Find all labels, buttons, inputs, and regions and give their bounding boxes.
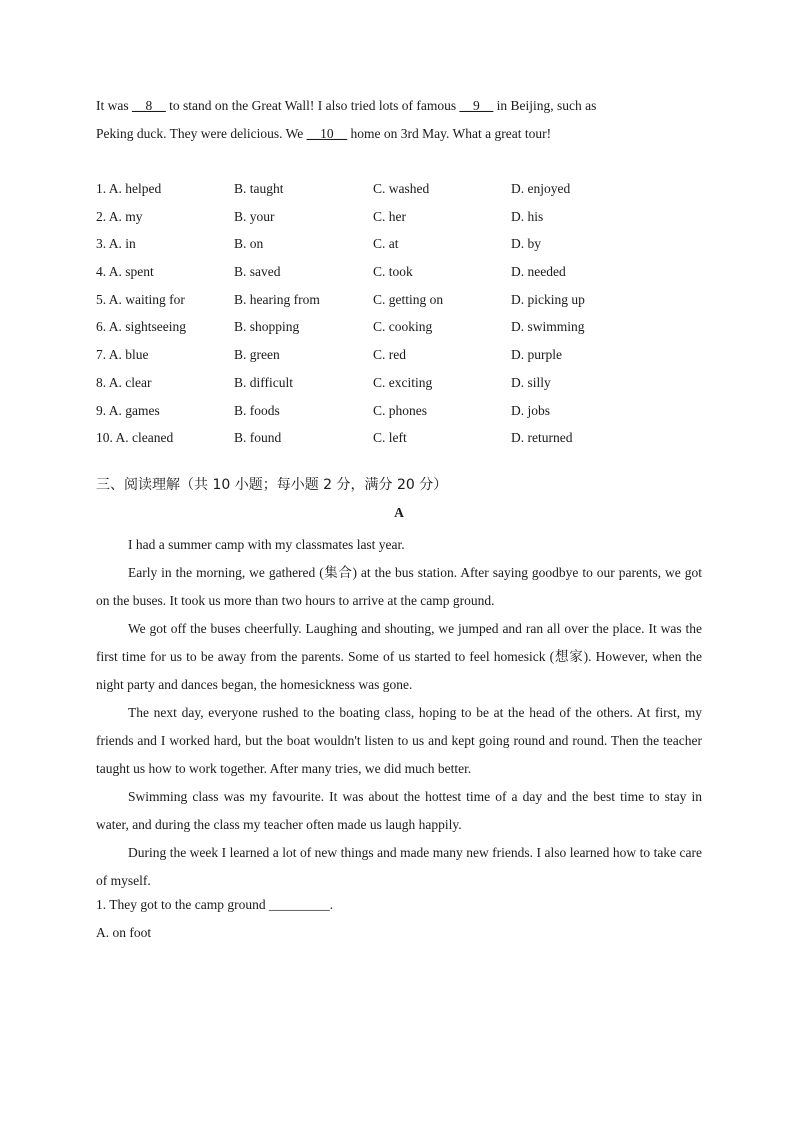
- paragraph: The next day, everyone rushed to the boating class, hoping to be at the head of the others. At first, my friends and I worked hard, but the boat wouldn't listen to us and kept going round and round. Then the teacher taught us how to work together. After many tries, we did much better.: [96, 704, 702, 776]
- paragraph: We got off the buses cheerfully. Laughing and shouting, we jumped and ran all over the place. It was the first time for us to be away from the parents. Some of us started to feel homesick (想家). However, when the night party and dances began, the homesickness was gone.: [96, 620, 702, 692]
- cloze-text: Peking duck. They were delicious. We: [96, 125, 307, 141]
- option-row: [96, 207, 702, 235]
- option-cell: 9. A. games: [96, 402, 160, 418]
- option-row: [96, 179, 702, 207]
- option-cell: C. left: [373, 430, 407, 446]
- option-row: [96, 262, 702, 290]
- answer-option-a: A. on foot: [96, 924, 152, 940]
- cloze-text: to stand on the Great Wall! I also tried lots of famous: [165, 98, 460, 113]
- cloze-line-2: [96, 124, 702, 152]
- cloze-text: in Beijing, such as: [493, 98, 597, 113]
- option-cell: D. his: [511, 208, 544, 224]
- cloze-text: home on 3rd May. What a great tour!: [347, 125, 552, 141]
- option-cell: D. needed: [511, 264, 566, 280]
- option-cell: C. at: [373, 236, 399, 252]
- option-cell: C. her: [373, 208, 406, 224]
- option-cell: D. by: [511, 236, 541, 252]
- option-cell: B. found: [234, 430, 282, 446]
- option-row: [96, 317, 702, 345]
- option-cell: D. picking up: [511, 291, 585, 307]
- option-cell: D. returned: [511, 430, 573, 446]
- exam-page: [96, 96, 702, 951]
- option-cell: C. washed: [373, 181, 430, 196]
- option-cell: D. silly: [511, 374, 551, 390]
- option-cell: D. swimming: [511, 319, 585, 335]
- blank-8: __8__: [132, 98, 166, 113]
- option-cell: 8. A. clear: [96, 374, 152, 390]
- option-cell: 5. A. waiting for: [96, 291, 185, 307]
- option-cell: 6. A. sightseeing: [96, 319, 186, 335]
- option-cell: 10. A. cleaned: [96, 430, 174, 446]
- option-cell: D. enjoyed: [511, 181, 571, 196]
- option-cell: C. exciting: [373, 374, 433, 390]
- option-row: [96, 428, 702, 456]
- option-cell: 1. A. helped: [96, 181, 162, 196]
- option-row: [96, 345, 702, 373]
- passage-title: A: [394, 504, 404, 520]
- option-cell: 2. A. my: [96, 208, 143, 224]
- option-cell: 7. A. blue: [96, 347, 149, 363]
- option-row: [96, 234, 702, 262]
- passage: [96, 531, 702, 895]
- paragraph: I had a summer camp with my classmates last year.: [128, 536, 405, 552]
- section-title: 三、阅读理解（共 10 小题；每小题 2 分，满分 20 分）: [96, 476, 448, 493]
- question-1: 1. They got to the camp ground _________.: [96, 896, 334, 912]
- option-cell: 4. A. spent: [96, 264, 154, 280]
- option-row: [96, 401, 702, 429]
- option-cell: D. purple: [511, 347, 562, 363]
- option-cell: C. took: [373, 264, 413, 280]
- option-cell: B. foods: [234, 402, 280, 418]
- option-cell: B. saved: [234, 264, 281, 280]
- option-cell: B. shopping: [234, 319, 300, 335]
- blank-10: __10__: [306, 125, 348, 141]
- option-cell: C. phones: [373, 402, 427, 418]
- option-row: [96, 290, 702, 318]
- option-cell: B. your: [234, 208, 275, 224]
- option-cell: B. taught: [234, 181, 284, 196]
- option-cell: B. on: [234, 236, 264, 252]
- option-cell: C. getting on: [373, 291, 444, 307]
- cloze-line-1: [96, 96, 702, 124]
- blank-9: __9__: [459, 98, 494, 113]
- option-cell: 3. A. in: [96, 236, 136, 252]
- option-cell: B. green: [234, 347, 280, 363]
- paragraph: During the week I learned a lot of new things and made many new friends. I also learned how to take care of myself.: [96, 844, 702, 888]
- option-cell: C. cooking: [373, 319, 433, 335]
- paragraph: Early in the morning, we gathered (集合) at the bus station. After saying goodbye to our parents, we got on the buses. It took us more than two hours to arrive at the camp ground.: [96, 564, 702, 608]
- option-cell: B. hearing from: [234, 291, 320, 307]
- option-cell: D. jobs: [511, 402, 551, 418]
- cloze-text: It was: [96, 98, 132, 113]
- option-cell: C. red: [373, 347, 406, 363]
- options-table: [96, 179, 702, 456]
- option-row: [96, 373, 702, 401]
- paragraph: Swimming class was my favourite. It was about the hottest time of a day and the best time to stay in water, and during the class my teacher often made us laugh happily.: [96, 788, 702, 832]
- option-cell: B. difficult: [234, 374, 293, 390]
